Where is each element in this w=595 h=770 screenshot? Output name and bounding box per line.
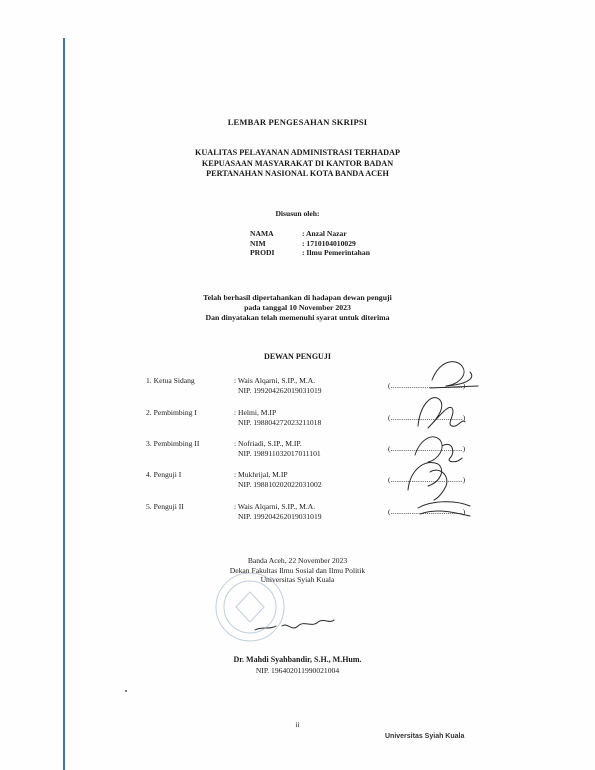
examiner-name: : Wais Alqarni, S.IP., M.A. [234, 376, 316, 385]
board-title: DEWAN PENGUJI [264, 352, 331, 361]
thesis-title-line: KUALITAS PELAYANAN ADMINISTRASI TERHADAP [195, 148, 400, 157]
identity-value: : Ilmu Pemerintahan [302, 248, 370, 257]
signature-line: (......................................) [388, 475, 466, 484]
footer-institution: Universitas Syiah Kuala [385, 733, 465, 740]
dean-signature-icon [255, 620, 334, 630]
sign-off-date: Banda Aceh, 22 November 2023 [247, 556, 348, 565]
signature-4-icon [408, 462, 447, 500]
examiner-nip: NIP. 198911032017011101 [238, 449, 321, 458]
signature-line: (......................................) [388, 413, 466, 422]
thesis-title-line: KEPUASAAN MASYARAKAT DI KANTOR BADAN [201, 158, 394, 168]
examiner-name: : Mukhrijal, M.IP [234, 470, 288, 479]
signature-3-icon [415, 437, 462, 462]
examiner-nip: NIP. 198804272023211018 [238, 418, 322, 427]
page-title: LEMBAR PENGESAHAN SKRIPSI [227, 117, 368, 127]
statement-line: Dan dinyatakan telah memenuhi syarat untuk diterima [205, 313, 390, 322]
identity-label: NIM [250, 238, 266, 248]
signature-5-icon [418, 502, 470, 516]
identity-value: : 1710104010029 [302, 238, 356, 248]
statement-line: pada tanggal 10 November 2023 [244, 303, 351, 312]
examiner-nip: NIP. 199204262019031019 [238, 386, 322, 395]
signature-2-icon [418, 398, 465, 428]
examiner-role: 5. Penguji II [146, 502, 184, 511]
examiner-name: : Helmi, M.IP [234, 408, 277, 417]
signature-line: (......................................) [388, 507, 466, 516]
identity-label: NAMA [250, 229, 274, 238]
sign-off-institution: Universitas Syiah Kuala [260, 575, 335, 585]
sign-off-block [0, 556, 595, 585]
signature-1-icon [430, 362, 478, 388]
dean-nip: NIP. 196402011990021004 [255, 666, 340, 675]
sign-off-position: Dekan Fakultas Ilmu Sosial dan Ilmu Politik [229, 565, 366, 575]
examiner-role: 1. Ketua Sidang [146, 376, 195, 385]
identity-label: PRODI [250, 248, 275, 257]
dean-name: Dr. Mahdi Syahbandir, S.H., M.Hum. [233, 655, 362, 664]
examiner-name: : Wais Alqarni, S.IP., M.A. [234, 502, 316, 511]
signature-line: (......................................) [388, 444, 466, 453]
examiner-role: 2. Pembimbing I [146, 408, 197, 417]
examiner-nip: NIP. 199204262019031019 [238, 512, 322, 521]
thesis-title-line: PERTANAHAN NASIONAL KOTA BANDA ACEH [206, 169, 389, 178]
examiner-name: : Nofriadi, S.IP., M.IP. [234, 439, 302, 448]
statement-line: Telah berhasil dipertahankan di hadapan dewan penguji [203, 293, 392, 302]
submitted-by: Disusun oleh: [275, 209, 320, 218]
identity-value: : Anzal Nazar [302, 229, 347, 238]
examiner-role: 4. Penguji I [146, 470, 182, 479]
stray-mark [125, 690, 127, 692]
examiner-nip: NIP. 198810202022031002 [238, 480, 322, 489]
signature-line: (......................................) [388, 381, 466, 390]
examiner-role: 3. Pembimbing II [146, 439, 200, 448]
page-number: ii [295, 720, 300, 729]
